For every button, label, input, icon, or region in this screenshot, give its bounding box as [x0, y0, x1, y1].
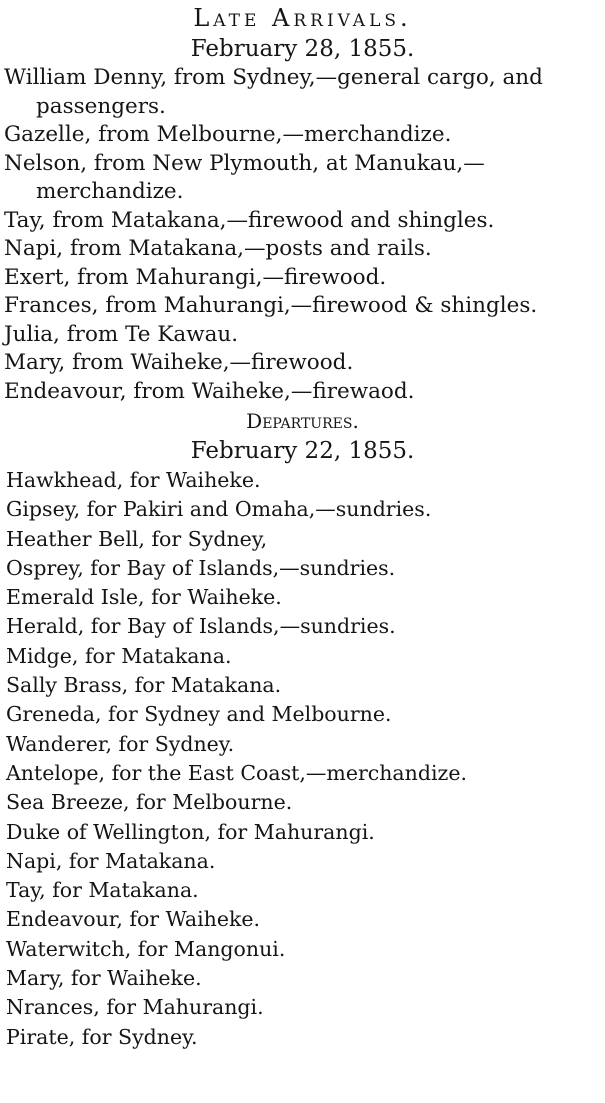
arrival-entry: Frances, from Mahurangi,—firewood & shingles.: [4, 293, 538, 318]
departure-entry: Endeavour, for Waiheke.: [6, 907, 261, 932]
departure-entry: Waterwitch, for Mangonui.: [6, 936, 286, 961]
departure-entry: Osprey, for Bay of Islands,—sundries.: [6, 555, 396, 580]
arrival-entry: William Denny, from Sydney,—general cargo, and passengers.: [4, 65, 543, 119]
departure-entry: Hawkhead, for Waiheke.: [6, 468, 261, 492]
departure-entry: Sea Breeze, for Melbourne.: [6, 790, 293, 815]
arrival-entry: Endeavour, from Waiheke,—firewaod.: [4, 378, 415, 404]
arrival-entry: Napi, from Matakana,—posts and rails.: [4, 236, 432, 261]
departure-entry: Gipsey, for Pakiri and Omaha,—sundries.: [6, 497, 432, 522]
departure-entry: Greneda, for Sydney and Melbourne.: [6, 702, 392, 727]
departures-heading: Departures.: [246, 409, 359, 433]
departure-entry: Nrances, for Mahurangi.: [6, 995, 264, 1020]
departure-entry: Napi, for Matakana.: [6, 848, 216, 873]
departure-entry: Pirate, for Sydney.: [6, 1024, 198, 1049]
departure-entry: Emerald Isle, for Waiheke.: [6, 585, 282, 610]
arrival-entry: Tay, from Matakana,—firewood and shingles.: [4, 207, 495, 233]
departures-list: [0, 466, 605, 1052]
late-arrivals-heading: Late Arrivals.: [193, 4, 412, 32]
arrival-entry: Mary, from Waiheke,—firewood.: [4, 350, 354, 375]
departure-entry: Antelope, for the East Coast,—merchandize.: [6, 760, 467, 785]
departure-entry: Mary, for Waiheke.: [6, 966, 202, 991]
arrivals-date: February 28, 1855.: [190, 36, 415, 62]
departure-entry: Tay, for Matakana.: [6, 878, 199, 903]
departure-entry: Midge, for Matakana.: [6, 643, 232, 668]
departure-entry: Wanderer, for Sydney.: [6, 731, 235, 756]
arrival-entry: Gazelle, from Melbourne,—merchandize.: [4, 122, 452, 147]
arrival-entry: Julia, from Te Kawau.: [4, 321, 239, 347]
departure-entry: Heather Bell, for Sydney,: [6, 526, 268, 551]
departure-entry: Sally Brass, for Matakana.: [6, 673, 282, 698]
arrival-entry: Exert, from Mahurangi,—firewood.: [4, 264, 387, 290]
departure-entry: Herald, for Bay of Islands,—sundries.: [6, 614, 396, 639]
departures-date: February 22, 1855.: [190, 438, 415, 464]
departure-entry: Duke of Wellington, for Mahurangi.: [6, 819, 375, 844]
arrivals-list: [0, 64, 605, 406]
arrival-entry: Nelson, from New Plymouth, at Manukau,—merchandize.: [4, 150, 485, 204]
